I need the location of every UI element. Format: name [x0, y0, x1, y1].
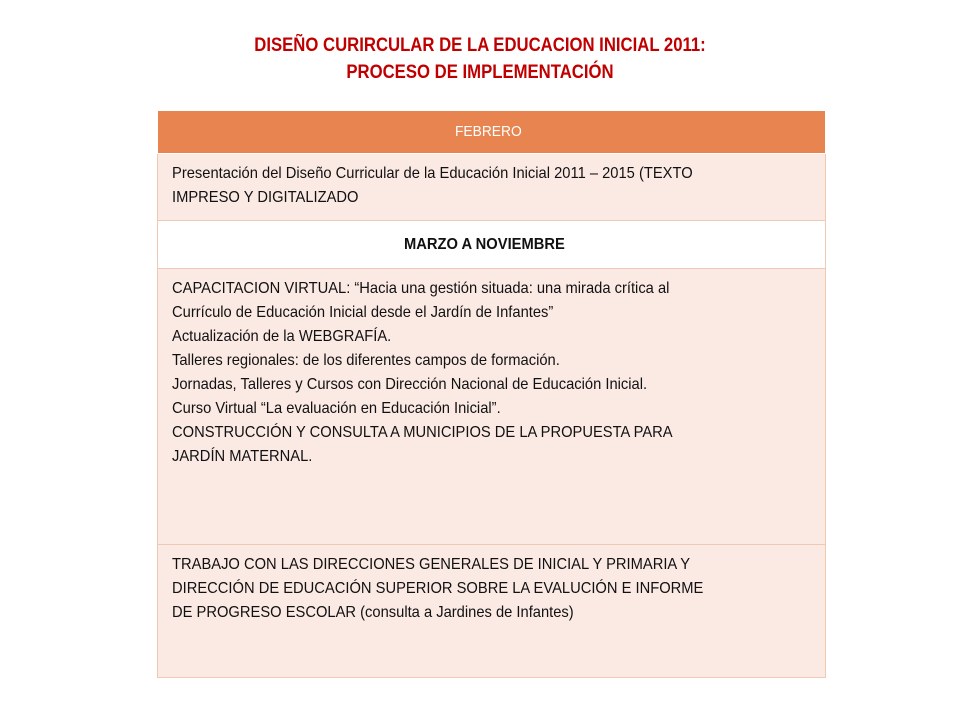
text-line: DIRECCIÓN DE EDUCACIÓN SUPERIOR SOBRE LA EVALUCIÓN E INFORME — [172, 580, 704, 597]
text-line: TRABAJO CON LAS DIRECCIONES GENERALES DE INICIAL Y PRIMARIA Y — [172, 556, 691, 573]
subheader-label: MARZO A NOVIEMBRE — [404, 235, 565, 253]
cell-febrero-content — [158, 154, 826, 221]
page-title — [58, 32, 903, 86]
text-line: Curso Virtual “La evaluación en Educación Inicial”. — [172, 400, 501, 417]
title-line-1: DISEÑO CURIRCULAR DE LA EDUCACION INICIAL 2011: — [254, 35, 706, 56]
text-line: DE PROGRESO ESCOLAR (consulta a Jardines de Infantes) — [172, 604, 574, 621]
text-line: CAPACITACION VIRTUAL: “Hacia una gestión situada: una mirada crítica al — [172, 280, 670, 297]
text-line: IMPRESO Y DIGITALIZADO — [172, 189, 359, 206]
cell-direcciones-content — [158, 545, 826, 678]
text-line: Talleres regionales: de los diferentes campos de formación. — [172, 352, 560, 369]
text-line: Currículo de Educación Inicial desde el Jardín de Infantes” — [172, 304, 554, 321]
title-line-2: PROCESO DE IMPLEMENTACIÓN — [346, 62, 614, 83]
subheader-cell-marzo-noviembre — [158, 221, 826, 269]
text-line: CONSTRUCCIÓN Y CONSULTA A MUNICIPIOS DE LA PROPUESTA PARA — [172, 424, 673, 441]
text-line: Actualización de la WEBGRAFÍA. — [172, 328, 392, 345]
cell-marzo-noviembre-content — [158, 269, 826, 545]
header-cell-febrero — [158, 111, 826, 154]
text-line: Jornadas, Talleres y Cursos con Dirección Nacional de Educación Inicial. — [172, 376, 648, 393]
text-line: Presentación del Diseño Curricular de la Educación Inicial 2011 – 2015 (TEXTO — [172, 165, 693, 182]
header-label: FEBRERO — [455, 123, 522, 140]
text-line: JARDÍN MATERNAL. — [172, 448, 313, 465]
implementation-table — [157, 110, 826, 678]
